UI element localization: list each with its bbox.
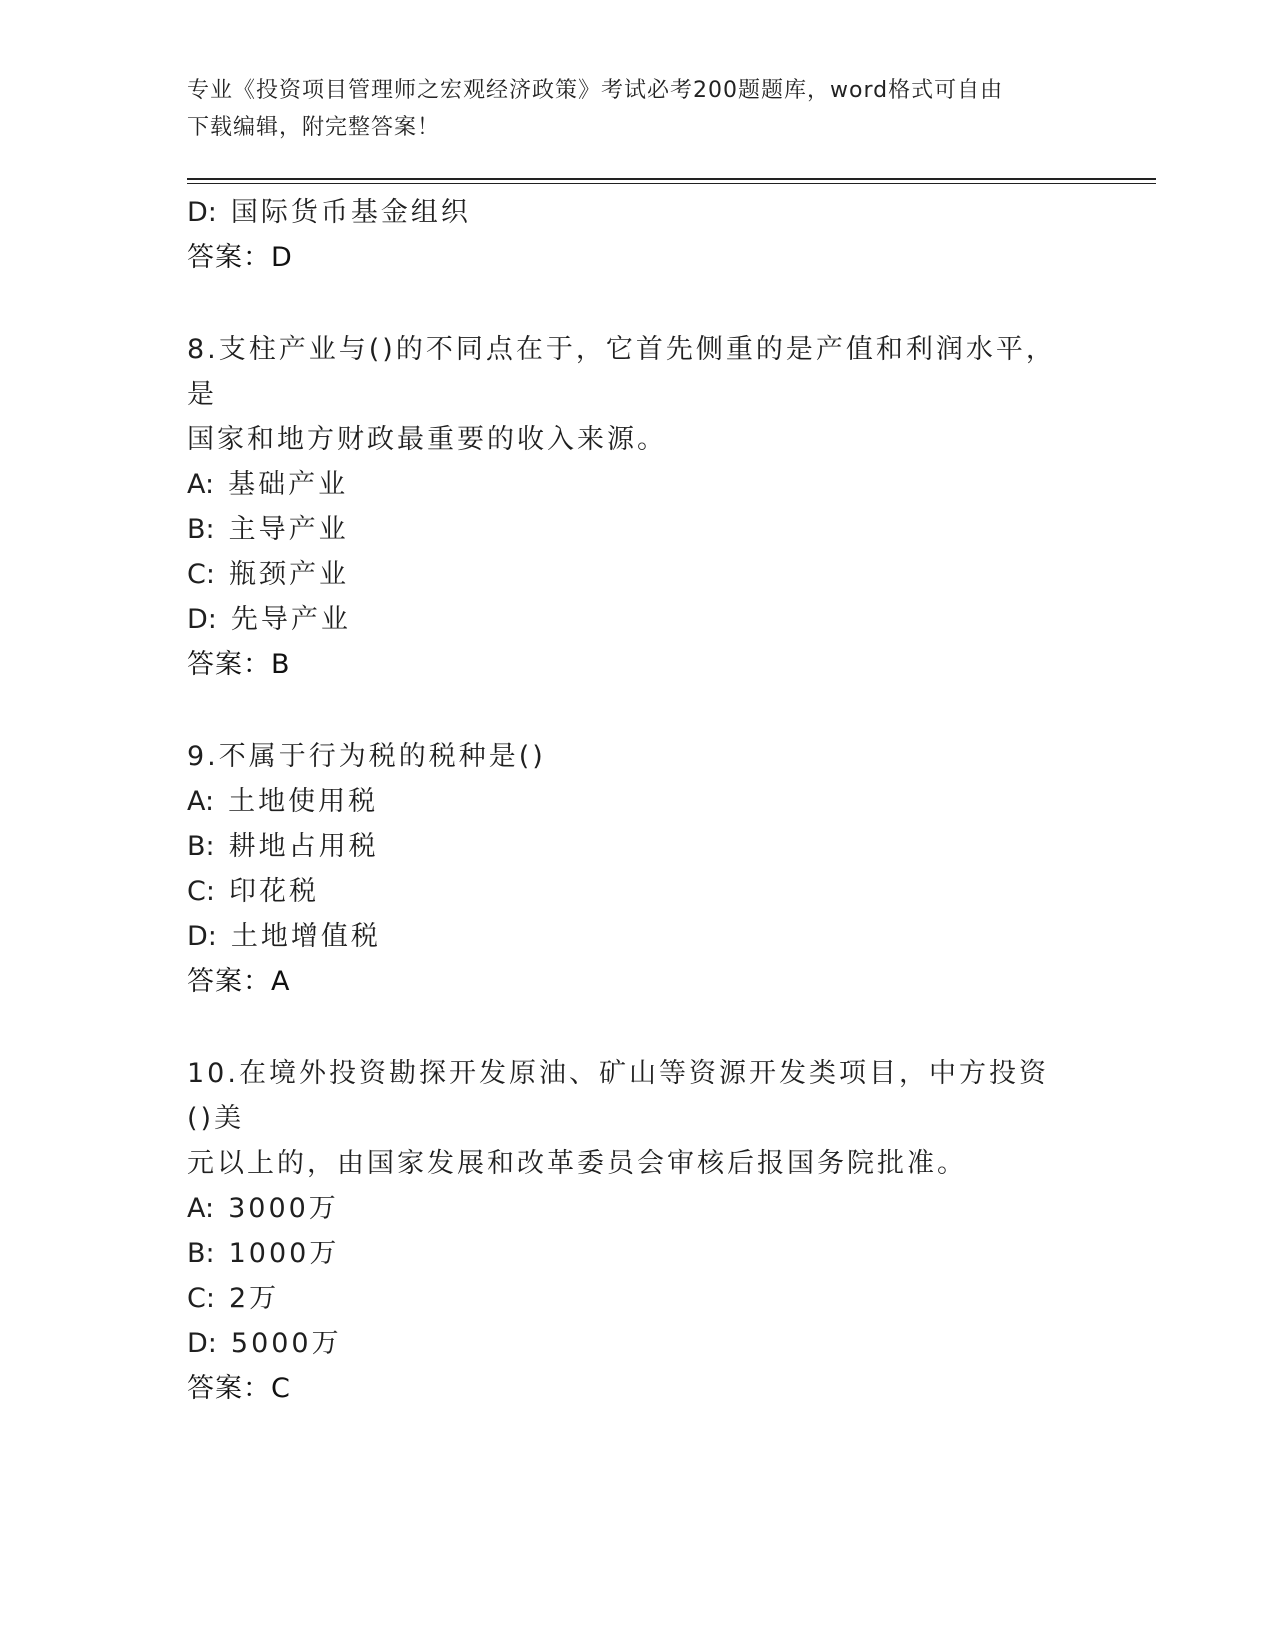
option-d [187, 190, 1087, 235]
question-list [187, 190, 1087, 1412]
question-stem-line2: 国家和地方财政最重要的收入来源。 [187, 424, 667, 455]
option-text: 基础产业 [228, 469, 349, 500]
option-b [187, 1231, 1087, 1276]
question-9 [187, 734, 1087, 1005]
answer-line: 答案：D [187, 242, 293, 273]
question-stem-line1: 9.不属于行为税的税种是() [187, 741, 546, 772]
option-text: 3000万 [228, 1193, 339, 1224]
question-10 [187, 1051, 1087, 1412]
document-header [187, 72, 1087, 146]
option-a [187, 462, 1087, 507]
option-text: 土地增值税 [230, 921, 381, 952]
option-letter: C: [187, 876, 215, 907]
question-stem [187, 734, 1067, 779]
question-8 [187, 327, 1087, 688]
answer-line: 答案：B [187, 649, 291, 680]
option-text: 1000万 [228, 1238, 340, 1269]
question-stem [187, 1051, 1067, 1186]
option-letter: C: [187, 559, 215, 590]
question-stem-line1: 10.在境外投资勘探开发原油、矿山等资源开发类项目，中方投资()美 [187, 1058, 1049, 1134]
option-letter: D: [187, 1328, 217, 1359]
previous-question-tail [187, 190, 1087, 281]
option-c [187, 552, 1087, 597]
header-title-line1: 专业《投资项目管理师之宏观经济政策》考试必考200题题库，word格式可自由 [187, 78, 1004, 103]
option-letter: B: [187, 514, 215, 545]
header-title-line2: 下载编辑，附完整答案！ [187, 115, 441, 140]
option-letter: D: [187, 197, 217, 228]
option-letter: C: [187, 1283, 215, 1314]
option-text: 主导产业 [228, 514, 349, 545]
option-letter: A: [187, 1193, 215, 1224]
question-stem [187, 327, 1067, 462]
option-a [187, 779, 1087, 824]
header-divider-thick [187, 178, 1156, 180]
option-letter: A: [187, 786, 215, 817]
header-divider-thin [187, 183, 1156, 184]
option-letter: A: [187, 469, 215, 500]
option-text: 瓶颈产业 [228, 559, 349, 590]
option-letter: B: [187, 1238, 215, 1269]
option-text: 国际货币基金组织 [230, 197, 471, 228]
option-letter: D: [187, 921, 217, 952]
option-b [187, 507, 1087, 552]
option-d [187, 1321, 1087, 1366]
option-text: 印花税 [228, 876, 319, 907]
option-text: 土地使用税 [228, 786, 379, 817]
option-text: 5000万 [230, 1328, 342, 1359]
option-text: 耕地占用税 [228, 831, 379, 862]
question-stem-line1: 8.支柱产业与()的不同点在于，它首先侧重的是产值和利润水平，是 [187, 334, 1056, 410]
option-a [187, 1186, 1087, 1231]
option-d [187, 914, 1087, 959]
option-text: 2万 [228, 1283, 280, 1314]
question-stem-line2: 元以上的，由国家发展和改革委员会审核后报国务院批准。 [187, 1148, 967, 1179]
option-c [187, 1276, 1087, 1321]
option-d [187, 597, 1087, 642]
option-b [187, 824, 1087, 869]
answer-line: 答案：A [187, 966, 291, 997]
option-c [187, 869, 1087, 914]
option-letter: B: [187, 831, 215, 862]
answer-line: 答案：C [187, 1373, 291, 1404]
option-text: 先导产业 [230, 604, 351, 635]
option-letter: D: [187, 604, 217, 635]
